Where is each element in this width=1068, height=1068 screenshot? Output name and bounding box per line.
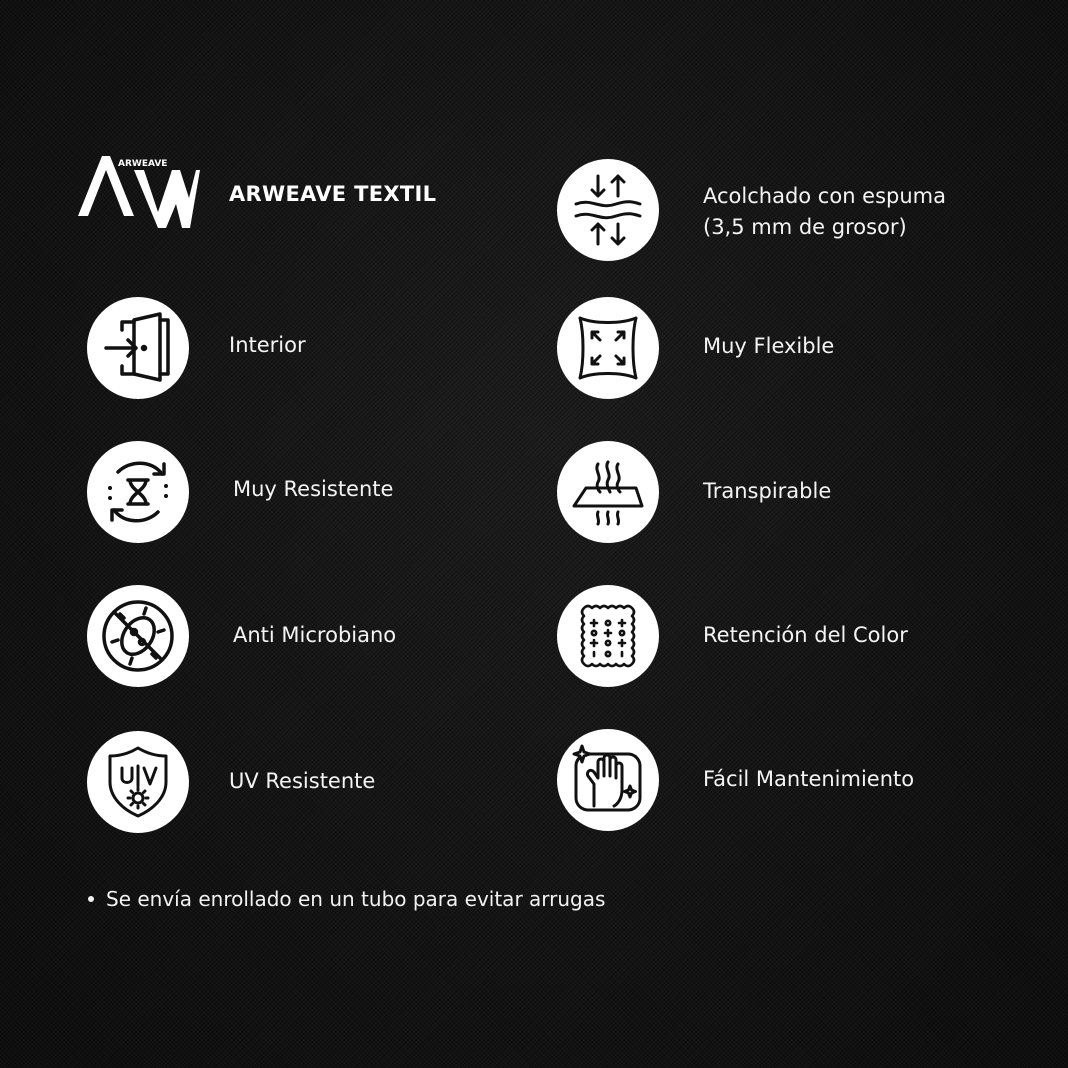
hourglass-cycle-icon: [87, 441, 189, 543]
feature-label-uv-resistente: UV Resistente: [229, 769, 376, 793]
door-enter-icon: [87, 297, 189, 399]
hand-wash-icon: [557, 729, 659, 831]
logo-text: ARWEAVE: [118, 159, 168, 169]
feature-label-muy-flexible: Muy Flexible: [703, 334, 835, 358]
feature-label-acolchado-line1: Acolchado con espuma: [703, 184, 947, 208]
breathable-fabric-icon: [557, 441, 659, 543]
feature-label-muy-resistente: Muy Resistente: [233, 477, 394, 501]
foam-layers-icon: [557, 159, 659, 261]
feature-label-facil-mantenimiento: Fácil Mantenimiento: [703, 767, 915, 791]
shipping-note: [88, 884, 605, 914]
flexible-fabric-icon: [557, 297, 659, 399]
no-bacteria-icon: [87, 585, 189, 687]
uv-shield-icon: [87, 731, 189, 833]
shipping-note-text: Se envía enrollado en un tubo para evitar arrugas: [106, 887, 606, 911]
feature-label-interior: Interior: [229, 333, 306, 357]
feature-label-anti-microbiano: Anti Microbiano: [233, 623, 397, 647]
feature-label-acolchado-line2: (3,5 mm de grosor): [703, 215, 907, 239]
brand-name: ARWEAVE TEXTIL: [229, 182, 437, 206]
feature-label-retencion-del-color: Retención del Color: [703, 623, 908, 647]
feature-label-transpirable: Transpirable: [703, 479, 832, 503]
arweave-logo: [78, 150, 200, 234]
color-fabric-icon: [557, 585, 659, 687]
bullet-dot: [88, 896, 94, 902]
